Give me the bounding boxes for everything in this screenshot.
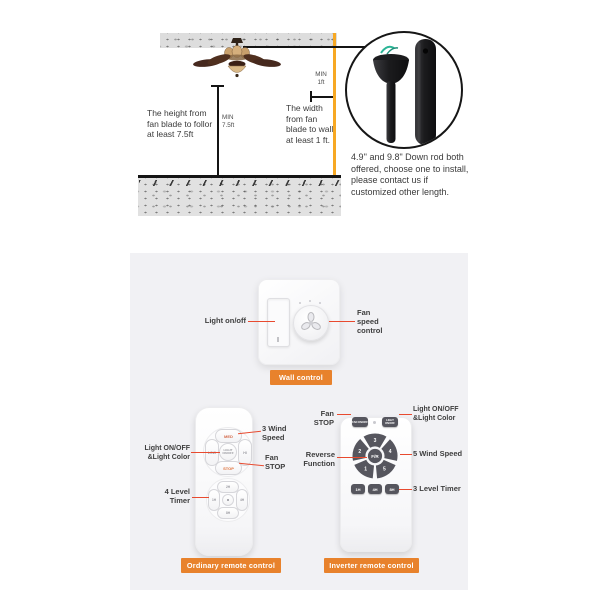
inverter-light-label: Light ON/OFF &Light Color <box>413 406 459 422</box>
wall-fan-label: Fan speed control <box>357 308 383 335</box>
knob-dot <box>299 302 301 304</box>
height-measure-line <box>217 86 219 176</box>
knob-fan-glyph <box>294 306 328 340</box>
timer-8h-button: 8H <box>217 507 239 519</box>
wall-light-callout-line <box>248 321 275 322</box>
fan-hi-button: HI <box>238 439 252 466</box>
floor-hatch <box>139 180 340 186</box>
timer-4h-button: 4H <box>236 489 248 511</box>
inverter-wind-callout-line <box>400 454 412 455</box>
ordinary-light-callout-line <box>191 452 220 453</box>
inverter-light-onoff-button: LIGHT ON/OFF <box>382 417 398 427</box>
width-min-label <box>308 71 334 86</box>
inverter-fan-onoff-button: FAN ON/OFF <box>352 417 368 427</box>
timer-center-dot <box>227 499 229 501</box>
inverter-led-dot <box>373 421 376 424</box>
height-min-value: 7.5ft <box>222 121 235 129</box>
speed-4-button: 4 <box>388 448 392 455</box>
inverter-fan-stop-label: Fan STOP <box>313 409 334 427</box>
ordinary-timer-label: 4 Level Timer <box>164 487 190 505</box>
wall-light-label: Light on/off <box>204 316 246 325</box>
inverter-reverse-label: Reverse Function <box>303 450 335 468</box>
inverter-speed-cluster <box>350 431 400 481</box>
knob-dot <box>319 302 321 304</box>
light-onoff-button: LIGHT ON/OFF <box>219 443 237 461</box>
inverter-timer-8h-button: 8H <box>385 484 399 494</box>
timer-center-button <box>222 494 234 506</box>
inverter-reverse-callout-line <box>337 457 367 458</box>
inverter-timer-4h-button: 4H <box>368 484 382 494</box>
width-min-value: 1ft <box>317 78 325 86</box>
downrod-illustration <box>347 33 461 147</box>
inverter-timer-label: 3 Level Timer <box>413 484 461 493</box>
ordinary-timer-callout-line <box>192 497 209 498</box>
height-min-word: MIN <box>222 114 234 121</box>
inverter-wind-label: 5 Wind Speed <box>413 449 463 458</box>
height-min-label <box>222 114 234 129</box>
ordinary-stop-label: Fan STOP <box>265 453 286 471</box>
inverter-timer-1h-button: 1H <box>351 484 365 494</box>
wall-control-badge: Wall control <box>270 370 332 385</box>
speed-5-button: 5 <box>383 466 386 473</box>
inverter-timer-callout-line <box>399 489 412 490</box>
speed-2-button: 2 <box>358 448 362 455</box>
speed-1-button: 1 <box>364 466 367 473</box>
wall-fan-callout-line <box>329 321 355 322</box>
reverse-fr-button: F/R <box>371 453 379 459</box>
fan-stop-button: STOP <box>215 461 242 475</box>
speed-3-button: 3 <box>373 437 377 444</box>
inverter-remote-badge: Inverter remote control <box>324 558 419 573</box>
fan-med-button: MED <box>215 429 242 443</box>
inverter-light-callout-line <box>399 414 412 415</box>
ordinary-light-label: Light ON/OFF &Light Color <box>144 445 190 461</box>
knob-dot <box>309 300 311 302</box>
timer-1h-button: 1H <box>208 489 220 511</box>
inverter-fan-stop-callout-line <box>337 414 351 415</box>
ordinary-wind-label: 3 Wind Speed <box>262 424 287 442</box>
width-min-word: MIN <box>315 71 327 78</box>
width-note: The width from fan blade to wall at least 1 ft. <box>286 103 334 145</box>
ordinary-remote-badge: Ordinary remote control <box>181 558 281 573</box>
height-note: The height from fan blade to follor at least 7.5ft <box>147 108 213 139</box>
switch-notch <box>277 337 279 342</box>
downrod-note: 4.9'' and 9.8" Down rod both offered, choose one to install, please contact us if customized other length. <box>351 152 469 197</box>
width-measure-line <box>310 96 333 98</box>
light-switch <box>267 298 290 347</box>
fan-speed-knob <box>293 305 329 341</box>
timer-2h-button: 2H <box>217 481 239 493</box>
downrod-callout-circle <box>345 31 463 149</box>
ceiling-fan-illustration <box>193 37 281 93</box>
